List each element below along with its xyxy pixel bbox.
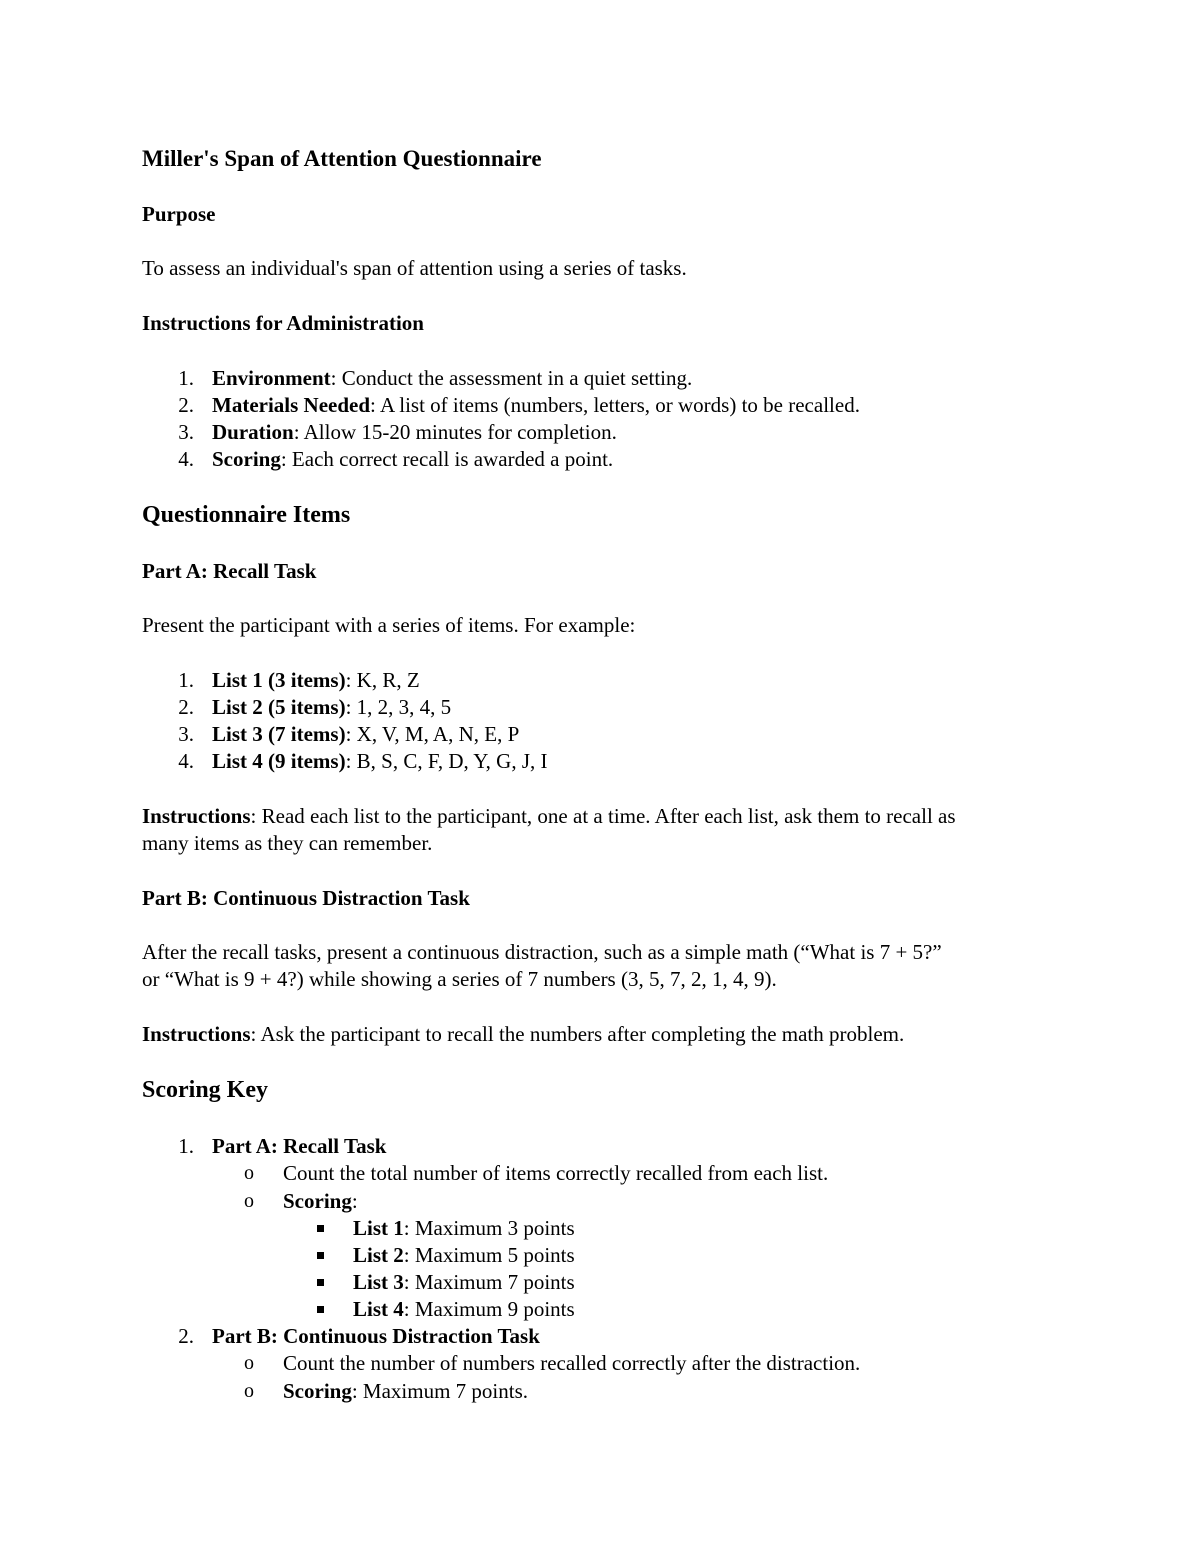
item-text: : Conduct the assessment in a quiet setting. xyxy=(330,366,693,390)
item-label: Materials Needed xyxy=(212,393,371,417)
item-text: : Allow 15-20 minutes for completion. xyxy=(293,420,617,444)
hollow-bullet-icon: o xyxy=(244,1190,254,1212)
administration-item xyxy=(142,365,1072,392)
instructions-text: : Read each list to the participant, one at a time. After each list, ask them to recall as xyxy=(250,804,956,828)
item-label: Environment xyxy=(212,366,331,390)
scoring-part-b-count xyxy=(142,1350,1072,1377)
list-number: 2. xyxy=(178,393,194,417)
part-b-heading: Part B: Continuous Distraction Task xyxy=(142,886,470,910)
purpose-heading: Purpose xyxy=(142,202,216,226)
item-text: : Maximum 9 points xyxy=(403,1297,575,1321)
instructions-label: Instructions xyxy=(142,1022,251,1046)
scoring-key-heading: Scoring Key xyxy=(142,1077,268,1103)
list-number: 3. xyxy=(178,420,194,444)
scoring-label: Scoring xyxy=(283,1189,352,1213)
administration-item xyxy=(142,446,1072,473)
part-b-instructions xyxy=(142,1021,904,1048)
instructions-text: : Ask the participant to recall the numbers after completing the math problem. xyxy=(250,1022,905,1046)
scoring-list-item xyxy=(142,1296,1072,1323)
list-number: 4. xyxy=(178,447,194,471)
list-number: 1. xyxy=(178,668,194,692)
item-text: : Maximum 7 points xyxy=(403,1270,575,1294)
administration-item xyxy=(142,419,1072,446)
item-text: : K, R, Z xyxy=(345,668,420,692)
item-text: : 1, 2, 3, 4, 5 xyxy=(345,695,452,719)
scoring-part-a-count xyxy=(142,1160,1072,1187)
recall-list-item xyxy=(142,694,1072,721)
part-a-heading: Part A: Recall Task xyxy=(142,559,317,583)
item-label: List 2 xyxy=(353,1243,404,1267)
square-bullet-icon xyxy=(317,1306,324,1313)
scoring-list-item xyxy=(142,1242,1072,1269)
scoring-label: Scoring xyxy=(283,1379,352,1403)
item-text: : Each correct recall is awarded a point. xyxy=(280,447,614,471)
questionnaire-heading: Questionnaire Items xyxy=(142,502,351,528)
hollow-bullet-icon: o xyxy=(244,1352,254,1374)
square-bullet-icon xyxy=(317,1252,324,1259)
scoring-part-a xyxy=(142,1133,1072,1160)
scoring-list-item xyxy=(142,1269,1072,1296)
hollow-bullet-icon: o xyxy=(244,1380,254,1402)
scoring-text: : Maximum 7 points. xyxy=(351,1379,529,1403)
instructions-label: Instructions xyxy=(142,804,251,828)
item-text: : Maximum 3 points xyxy=(403,1216,575,1240)
item-text: : Maximum 5 points xyxy=(403,1243,575,1267)
item-label: List 1 (3 items) xyxy=(212,668,346,692)
item-label: List 3 xyxy=(353,1270,404,1294)
list-number: 2. xyxy=(178,695,194,719)
list-number: 2. xyxy=(178,1324,194,1348)
item-label: List 3 (7 items) xyxy=(212,722,346,746)
item-text: : B, S, C, F, D, Y, G, J, I xyxy=(345,749,548,773)
item-text: : X, V, M, A, N, E, P xyxy=(345,722,520,746)
part-a-intro: Present the participant with a series of items. For example: xyxy=(142,613,636,637)
part-b-text: After the recall tasks, present a continuous distraction, such as a simple math (“What is 7 + 5?” xyxy=(142,940,942,964)
recall-list-item xyxy=(142,667,1072,694)
scoring-part-a-scoring xyxy=(142,1188,1072,1215)
count-text: Count the total number of items correctly recalled from each list. xyxy=(283,1161,829,1185)
part-a-instructions xyxy=(142,803,956,830)
item-label: List 1 xyxy=(353,1216,404,1240)
square-bullet-icon xyxy=(317,1279,324,1286)
scoring-suffix: : xyxy=(351,1189,358,1213)
count-text: Count the number of numbers recalled correctly after the distraction. xyxy=(283,1351,861,1375)
part-a-instructions-continued: many items as they can remember. xyxy=(142,831,433,855)
recall-list-item xyxy=(142,721,1072,748)
scoring-part-a-heading: Part A: Recall Task xyxy=(212,1134,387,1158)
document-title: Miller's Span of Attention Questionnaire xyxy=(142,146,542,171)
scoring-part-b-heading: Part B: Continuous Distraction Task xyxy=(212,1324,540,1348)
scoring-part-b xyxy=(142,1323,1072,1350)
item-text: : A list of items (numbers, letters, or words) to be recalled. xyxy=(370,393,860,417)
scoring-list-item xyxy=(142,1215,1072,1242)
square-bullet-icon xyxy=(317,1225,324,1232)
administration-heading: Instructions for Administration xyxy=(142,311,424,335)
part-b-text-continued: or “What is 9 + 4?) while showing a series of 7 numbers (3, 5, 7, 2, 1, 4, 9). xyxy=(142,967,777,991)
purpose-text: To assess an individual's span of attention using a series of tasks. xyxy=(142,256,687,280)
item-label: List 2 (5 items) xyxy=(212,695,346,719)
list-number: 1. xyxy=(178,366,194,390)
recall-list-item xyxy=(142,748,1072,775)
hollow-bullet-icon: o xyxy=(244,1162,254,1184)
list-number: 4. xyxy=(178,749,194,773)
administration-item xyxy=(142,392,1072,419)
item-label: Duration xyxy=(212,420,294,444)
item-label: List 4 (9 items) xyxy=(212,749,346,773)
item-label: List 4 xyxy=(353,1297,404,1321)
scoring-part-b-scoring xyxy=(142,1378,1072,1405)
list-number: 3. xyxy=(178,722,194,746)
item-label: Scoring xyxy=(212,447,281,471)
list-number: 1. xyxy=(178,1134,194,1158)
